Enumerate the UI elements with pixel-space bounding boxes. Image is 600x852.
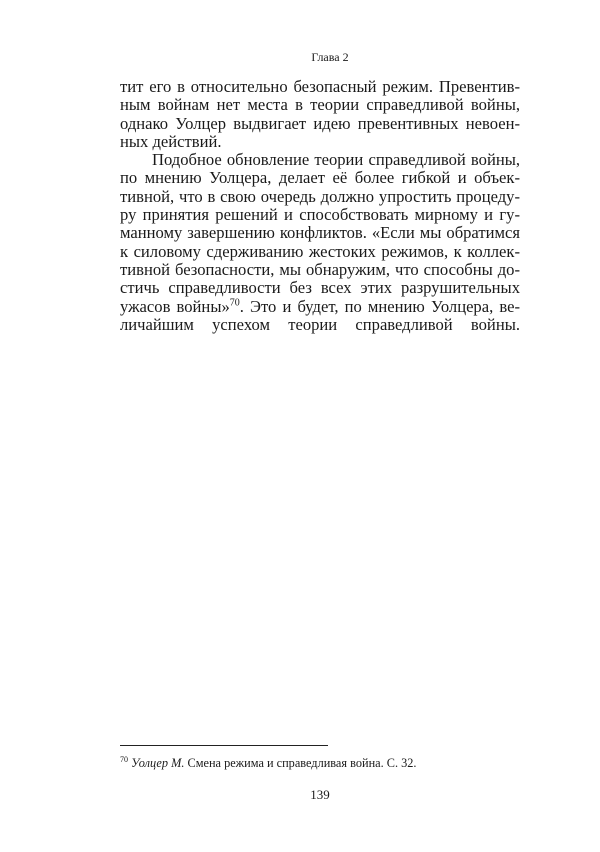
text-line: стичь справедливости без всех этих разрушительных xyxy=(120,278,520,298)
text-line: тивной безопасности, мы обнаружим, что способны до- xyxy=(120,259,520,279)
text-fragment: . Это и будет, по мнению Уолцера, ве- xyxy=(239,296,521,316)
text-fragment: ужасов войны» xyxy=(120,296,230,316)
text-line: Подобное обновление теории справедливой войны, xyxy=(152,150,520,170)
text-line: однако Уолцер выдвигает идею превентивных невоен- xyxy=(120,113,520,133)
footnote-reference[interactable]: 70 xyxy=(229,297,240,309)
text-line xyxy=(120,298,520,316)
footnote-text: Смена режима и справедливая война. С. 32. xyxy=(184,756,417,770)
footnote-separator xyxy=(120,745,328,746)
footnote-number: 70 xyxy=(120,754,128,764)
footnote xyxy=(120,756,416,771)
text-line: ных действий. xyxy=(120,131,222,151)
text-line: манному завершению конфликтов. «Если мы обратимся xyxy=(120,223,520,243)
text-line: к силовому сдерживанию жестоких режимов, к коллек- xyxy=(120,241,520,261)
footnote-author: Уолцер М. xyxy=(131,756,185,770)
page-number: 139 xyxy=(310,787,330,802)
text-line: ным войнам нет места в теории справедливой войны, xyxy=(120,95,520,115)
running-header: Глава 2 xyxy=(311,50,349,64)
text-line: тивной, что в свою очередь должно упростить процеду- xyxy=(120,186,520,206)
text-line: личайшим успехом теории справедливой войны. xyxy=(120,314,520,334)
text-line: ру принятия решений и способствовать мирному и гу- xyxy=(120,205,520,225)
text-line: тит его в относительно безопасный режим. Превентив- xyxy=(120,77,520,96)
text-line: по мнению Уолцера, делает её более гибкой и объек- xyxy=(120,168,520,188)
main-text xyxy=(120,78,520,334)
